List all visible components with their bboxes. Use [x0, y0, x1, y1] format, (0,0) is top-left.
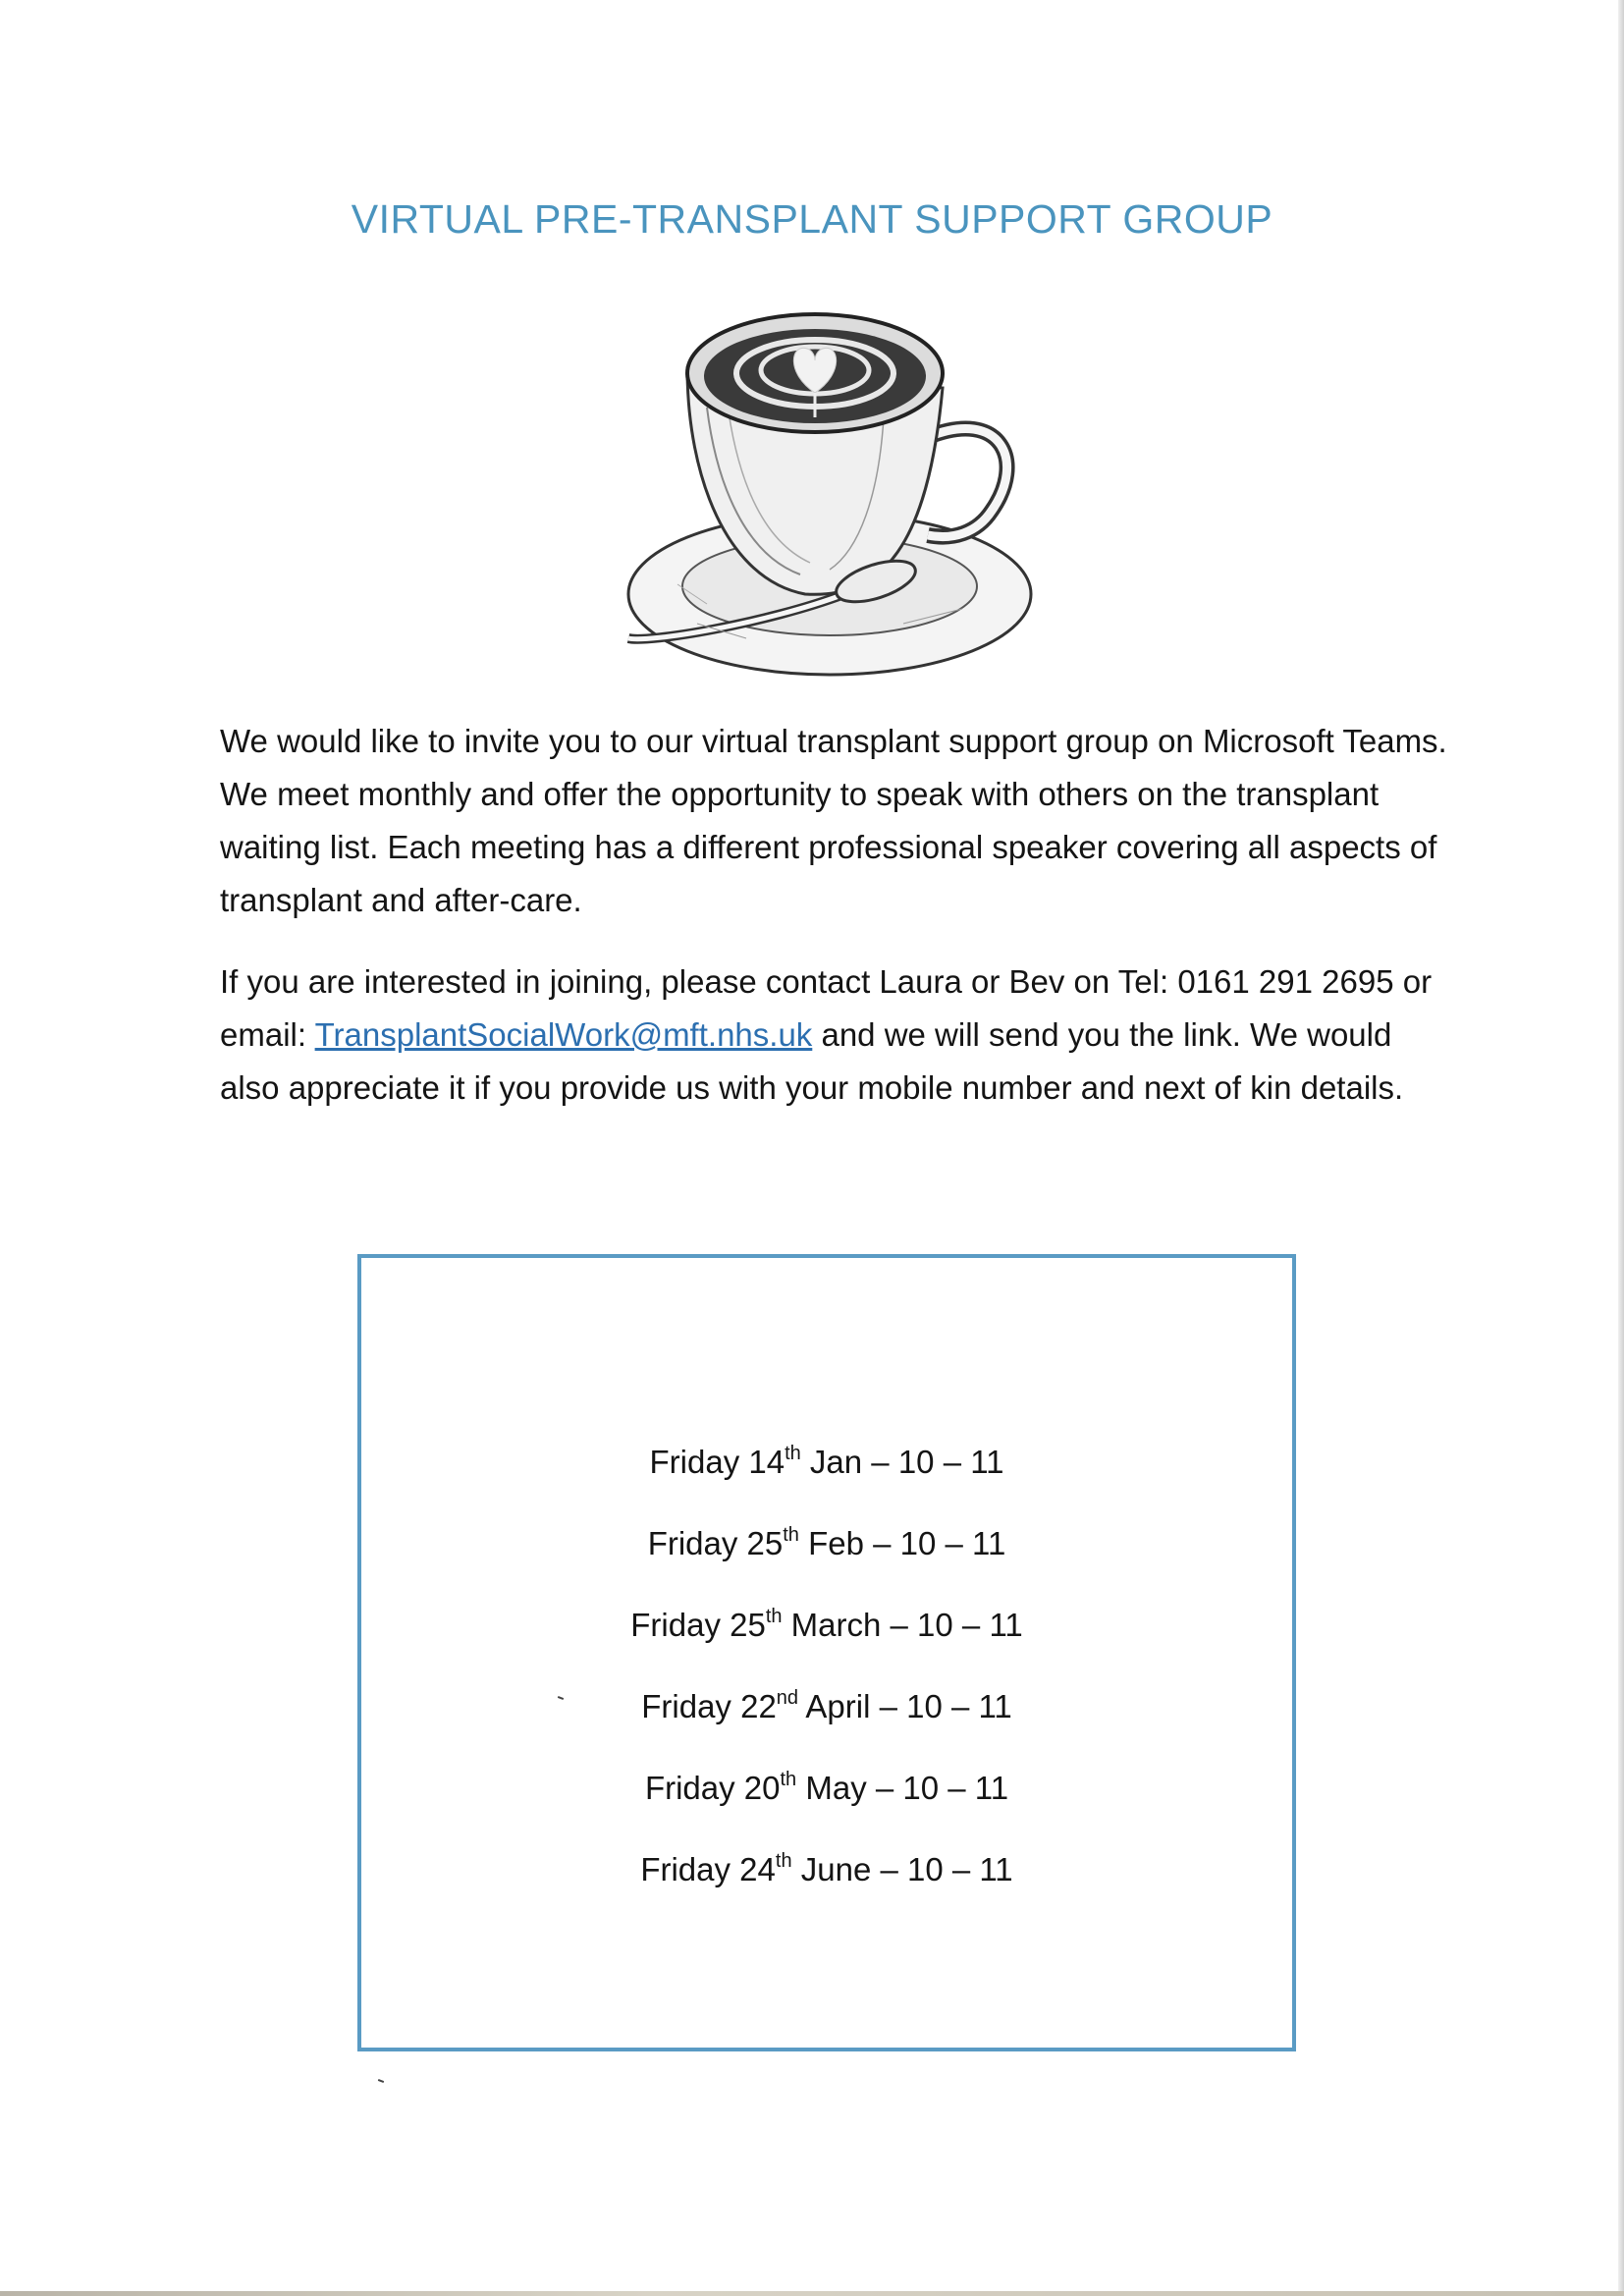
contact-text-end: and we will send you the link. We would also appreciate it if you provide us with your mobile number and next of kin details.: [220, 1016, 1404, 1106]
meeting-date: Friday 20th May – 10 – 11: [644, 1769, 1009, 1806]
meeting-date: Friday 24th June – 10 – 11: [640, 1850, 1013, 1887]
meeting-date: Friday 14th Jan – 10 – 11: [649, 1443, 1004, 1480]
scan-bottom-edge: [0, 2291, 1624, 2296]
scan-right-edge: [1618, 0, 1624, 2296]
invitation-paragraph: We would like to invite you to our virtual transplant support group on Microsoft Teams. We meet monthly and offer the opportunity to speak with others on the transplant waiting list. Each meeting has a different professional speaker covering all aspects of transplant and after-care.: [220, 723, 1447, 918]
page-title: VIRTUAL PRE-TRANSPLANT SUPPORT GROUP: [351, 196, 1273, 242]
meeting-date: Friday 25th March – 10 – 11: [630, 1606, 1023, 1643]
scan-speck: [378, 2079, 384, 2083]
email-link[interactable]: TransplantSocialWork@mft.nhs.uk: [314, 1016, 813, 1053]
meeting-date: Friday 25th Feb – 10 – 11: [647, 1524, 1006, 1561]
meeting-date: Friday 22nd April – 10 – 11: [641, 1687, 1012, 1724]
contact-paragraph: [220, 956, 1447, 1115]
meeting-dates-box: [357, 1254, 1296, 2051]
contact-text: If you are interested in joining, please contact Laura or Bev on Tel: 0161 291 2695 or email:: [220, 963, 1433, 1053]
meeting-dates-list: [361, 1433, 1292, 1922]
coffee-cup-icon: [589, 300, 1051, 712]
